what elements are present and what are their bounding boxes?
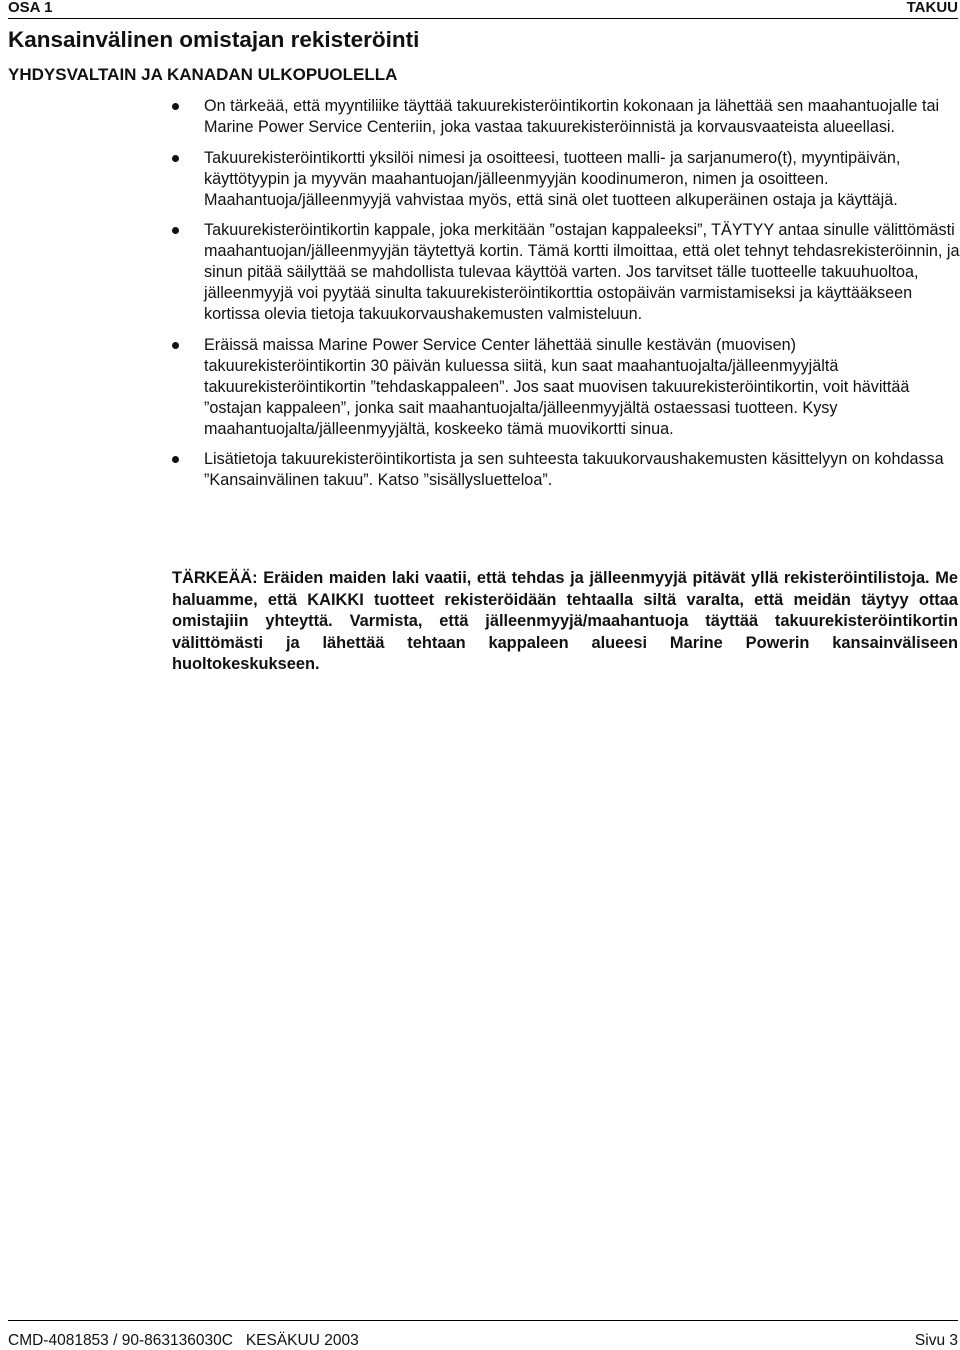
list-item-text: Eräissä maissa Marine Power Service Center lähettää sinulle kestävän (muovisen) takuurekisteröintikortin 30 päivän kuluessa siitä, kun saat maahantuojalta/jälleenmyyjältä takuurekisteröintikortin ”tehdaskappaleen”. Jos saat muovisen takuurekisteröintikortin, voit hävittää ”ostajan kappaleen”, jonka sait maahantuojalta/jälleenmyyjältä ostaessasi tuotteen. Kysy maahantuojalta/jälleenmyyjältä, koskeeko tämä muovikortti sinua.: [204, 335, 910, 438]
page-title: Kansainvälinen omistajan rekisteröinti: [8, 27, 420, 52]
page-footer: [8, 1320, 958, 1349]
list-item: [172, 96, 960, 138]
important-notice: TÄRKEÄÄ: Eräiden maiden laki vaatii, että tehdas ja jälleenmyyjä pitävät yllä rekisteröintilistoja. Me haluamme, että KAIKKI tuotteet rekisteröidään tehtaalla siltä varalta, että meidän täytyy ottaa omistajiin yhteyttä. Varmista, että jälleenmyyjä/maahantuoja täyttää takuurekisteröintikortin välittömästi ja lähettää tehtaan kappaleen alueesi Marine Powerin kansainväliseen huoltokeskukseen.: [172, 569, 958, 673]
bullet-icon: [172, 103, 179, 110]
section-label: OSA 1: [8, 0, 53, 16]
page-number: Sivu 3: [914, 1332, 958, 1349]
list-item-text: On tärkeää, että myyntiliike täyttää takuurekisteröintikortin kokonaan ja lähettää sen maahantuojalle tai Marine Power Service Centeriin, joka vastaa takuurekisteröinnistä ja korvausvaateista alueellasi.: [204, 97, 940, 136]
list-item-text: Takuurekisteröintikortin kappale, joka merkitään ”ostajan kappaleeksi”, TÄYTYY antaa sinulle välittömästi maahantuojan/jälleenmyyjän täytettyä kortin. Tämä kortti ilmoittaa, että olet tehnyt tehdasrekisteröinnin, ja sinun pitää säilyttää se mahdollista tulevaa käyttöä varten. Jos tarvitset tälle tuotteelle takuuhuoltoa, jälleenmyyjä voi pyytää sinulta takuurekisteröintikorttia ostopäivän varmistamiseksi ja käyttääkseen kortissa olevia tietoja takuukorvaushakemusten valmisteluun.: [204, 221, 960, 323]
bullet-icon: [172, 155, 179, 162]
list-item: [172, 220, 960, 325]
list-item-text: Lisätietoja takuurekisteröintikortista ja sen suhteesta takuukorvaushakemusten käsittelyyn on kohdassa ”Kansainvälinen takuu”. Katso ”sisällysluetteloa”.: [204, 450, 944, 489]
document-code: CMD-4081853 / 90-863136030C KESÄKUU 2003: [8, 1332, 359, 1349]
bullet-icon: [172, 227, 179, 234]
section-subtitle: YHDYSVALTAIN JA KANADAN ULKOPUOLELLA: [8, 65, 398, 84]
bullet-icon: [172, 456, 179, 463]
list-item: [172, 449, 960, 491]
list-item: [172, 335, 960, 440]
bullet-list: [172, 96, 960, 501]
list-item: [172, 148, 960, 211]
topic-label: TAKUU: [906, 0, 958, 16]
page-header: [8, 0, 958, 19]
list-item-text: Takuurekisteröintikortti yksilöi nimesi ja osoitteesi, tuotteen malli- ja sarjanumero(t), myyntipäivän, käyttötyypin ja myyvän maahantuojan/jälleenmyyjän koodinumeron, nimen ja osoitteen. Maahantuoja/jälleenmyyjä vahvistaa myös, että sinä olet tuotteen alkuperäinen ostaja ja käyttäjä.: [204, 148, 901, 209]
bullet-icon: [172, 342, 179, 349]
